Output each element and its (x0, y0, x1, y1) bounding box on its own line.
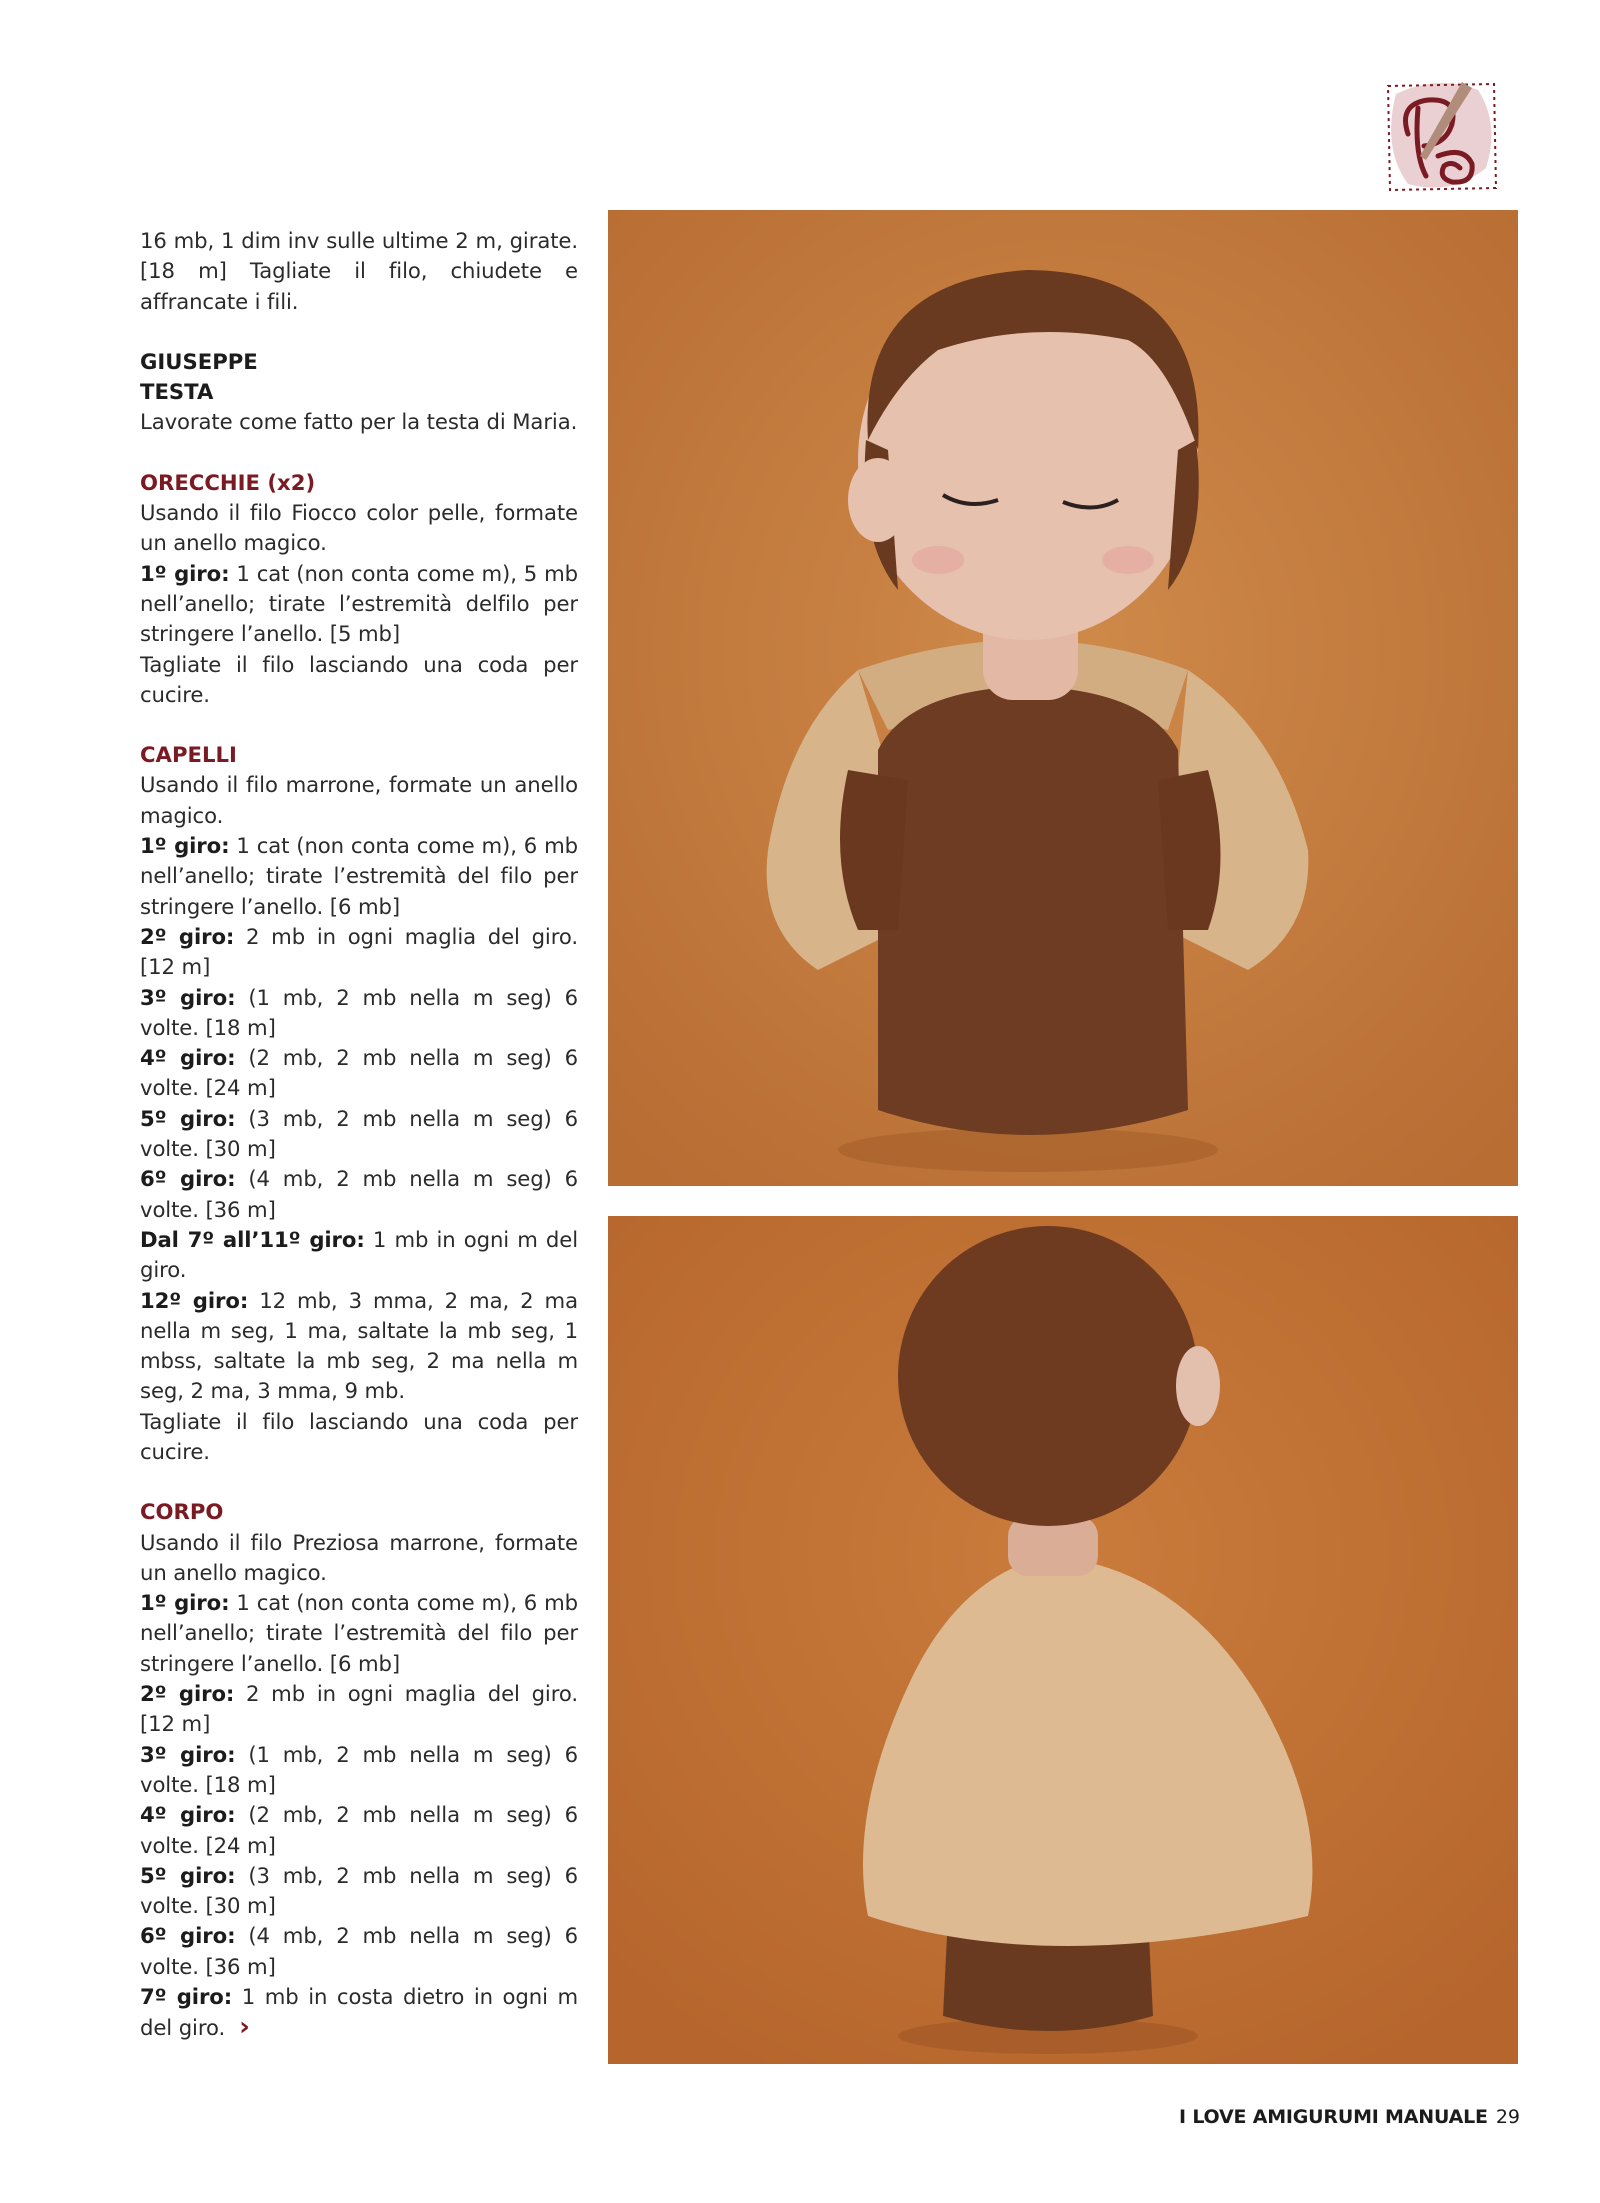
row-text: (3 mb, 2 mb nella m seg) 6 volte. [30 m] (140, 1105, 578, 1162)
row-text: (4 mb, 2 mb nella m seg) 6 volte. [36 m] (140, 1166, 578, 1222)
row-text: (2 mb, 2 mb nella m seg) 6 volte. [24 m] (140, 1045, 578, 1101)
row-text: 1 mb in costa dietro in ogni m del giro. (140, 1984, 578, 2041)
capelli-row (140, 1225, 578, 1286)
row-label: 6º giro: (140, 1166, 236, 1192)
capelli-outro: Tagliate il filo lasciando una coda per cucire. (140, 1408, 578, 1464)
row-text: (1 mb, 2 mb nella m seg) 6 volte. [18 m] (140, 984, 578, 1040)
row-label: 1º giro: (140, 560, 230, 586)
testa-subheading: TESTA (140, 379, 214, 405)
row-label: Dal 7º all’11º giro: (140, 1226, 365, 1252)
row-label: 4º giro: (140, 1045, 236, 1071)
capelli-row (140, 922, 578, 983)
row-label: 6º giro: (140, 1923, 236, 1949)
row-text: (1 mb, 2 mb nella m seg) 6 volte. [18 m] (140, 1741, 578, 1797)
row-label: 7º giro: (140, 1984, 233, 2010)
capelli-row (140, 1104, 578, 1165)
row-label: 2º giro: (140, 1681, 235, 1707)
testa-paragraph: Lavorate come fatto per la testa di Maria. (140, 409, 578, 435)
row-text: 1 mb in ogni m del giro. (140, 1226, 578, 1283)
row-text: 1 cat (non conta come m), 6 mb nell’anello; tirate l’estremità del filo per stringere l’anello. [6 mb] (140, 1590, 578, 1676)
row-label: 3º giro: (140, 1741, 236, 1767)
corpo-row (140, 1982, 578, 2044)
page-footer (1179, 2106, 1520, 2128)
row-label: 4º giro: (140, 1802, 236, 1828)
chevron-right-icon: › (239, 2012, 250, 2043)
page-number: 29 (1495, 2106, 1520, 2128)
capelli-row (140, 831, 578, 922)
row-text: (2 mb, 2 mb nella m seg) 6 volte. [24 m] (140, 1802, 578, 1858)
corpo-row (140, 1740, 578, 1801)
corpo-row (140, 1588, 578, 1679)
orecchie-heading: ORECCHIE (x2) (140, 469, 316, 495)
row-text: 2 mb in ogni maglia del giro. [12 m] (140, 923, 578, 980)
row-text: 12 mb, 3 mma, 2 ma, 2 ma nella m seg, 1 ma, saltate la mb seg, 1 mbss, saltate la mb seg, 2 ma nella m seg, 2 ma, 3 mma, 9 mb. (140, 1287, 578, 1404)
row-text: (3 mb, 2 mb nella m seg) 6 volte. [30 m] (140, 1862, 578, 1919)
row-text: 1 cat (non conta come m), 5 mb nell’anello; tirate l’estremità delfilo per stringere l’anello. [5 mb] (140, 560, 578, 647)
row-label: 2º giro: (140, 923, 235, 949)
row-label: 3º giro: (140, 984, 236, 1010)
row-label: 5º giro: (140, 1105, 236, 1131)
intro-paragraph: 16 mb, 1 dim inv sulle ultime 2 m, girate. [18 m] Tagliate il filo, chiudete e affrancate i fili. (140, 228, 578, 314)
corpo-row (140, 1861, 578, 1922)
doll-back-photo (608, 1216, 1518, 2064)
orecchie-intro: Usando il filo Fiocco color pelle, formate un anello magico. (140, 500, 578, 556)
corpo-row (140, 1679, 578, 1740)
doll-front-photo (608, 210, 1518, 1186)
corpo-heading: CORPO (140, 1499, 224, 1525)
magazine-title: I LOVE AMIGURUMI MANUALE (1179, 2106, 1488, 2128)
corpo-intro: Usando il filo Preziosa marrone, formate un anello magico. (140, 1529, 578, 1585)
row-text: (4 mb, 2 mb nella m seg) 6 volte. [36 m] (140, 1923, 578, 1979)
capelli-intro: Usando il filo marrone, formate un anello magico. (140, 772, 578, 828)
capelli-row (140, 1043, 578, 1104)
row-text: 2 mb in ogni maglia del giro. [12 m] (140, 1681, 578, 1737)
instructions-column (140, 226, 578, 2044)
row-label: 12º giro: (140, 1287, 249, 1313)
capelli-row (140, 1164, 578, 1225)
crochet-logo-icon (1368, 64, 1508, 204)
capelli-row (140, 983, 578, 1044)
capelli-row (140, 1286, 578, 1407)
giuseppe-heading: GIUSEPPE (140, 348, 258, 374)
corpo-row (140, 1921, 578, 1982)
orecchie-outro: Tagliate il filo lasciando una coda per cucire. (140, 651, 578, 707)
row-text: 1 cat (non conta come m), 6 mb nell’anello; tirate l’estremità del filo per stringere l’anello. [6 mb] (140, 833, 578, 919)
row-label: 1º giro: (140, 1590, 230, 1616)
row-label: 1º giro: (140, 833, 230, 859)
row-label: 5º giro: (140, 1862, 236, 1888)
corpo-row (140, 1800, 578, 1861)
capelli-heading: CAPELLI (140, 742, 237, 768)
orecchie-row (140, 559, 578, 650)
